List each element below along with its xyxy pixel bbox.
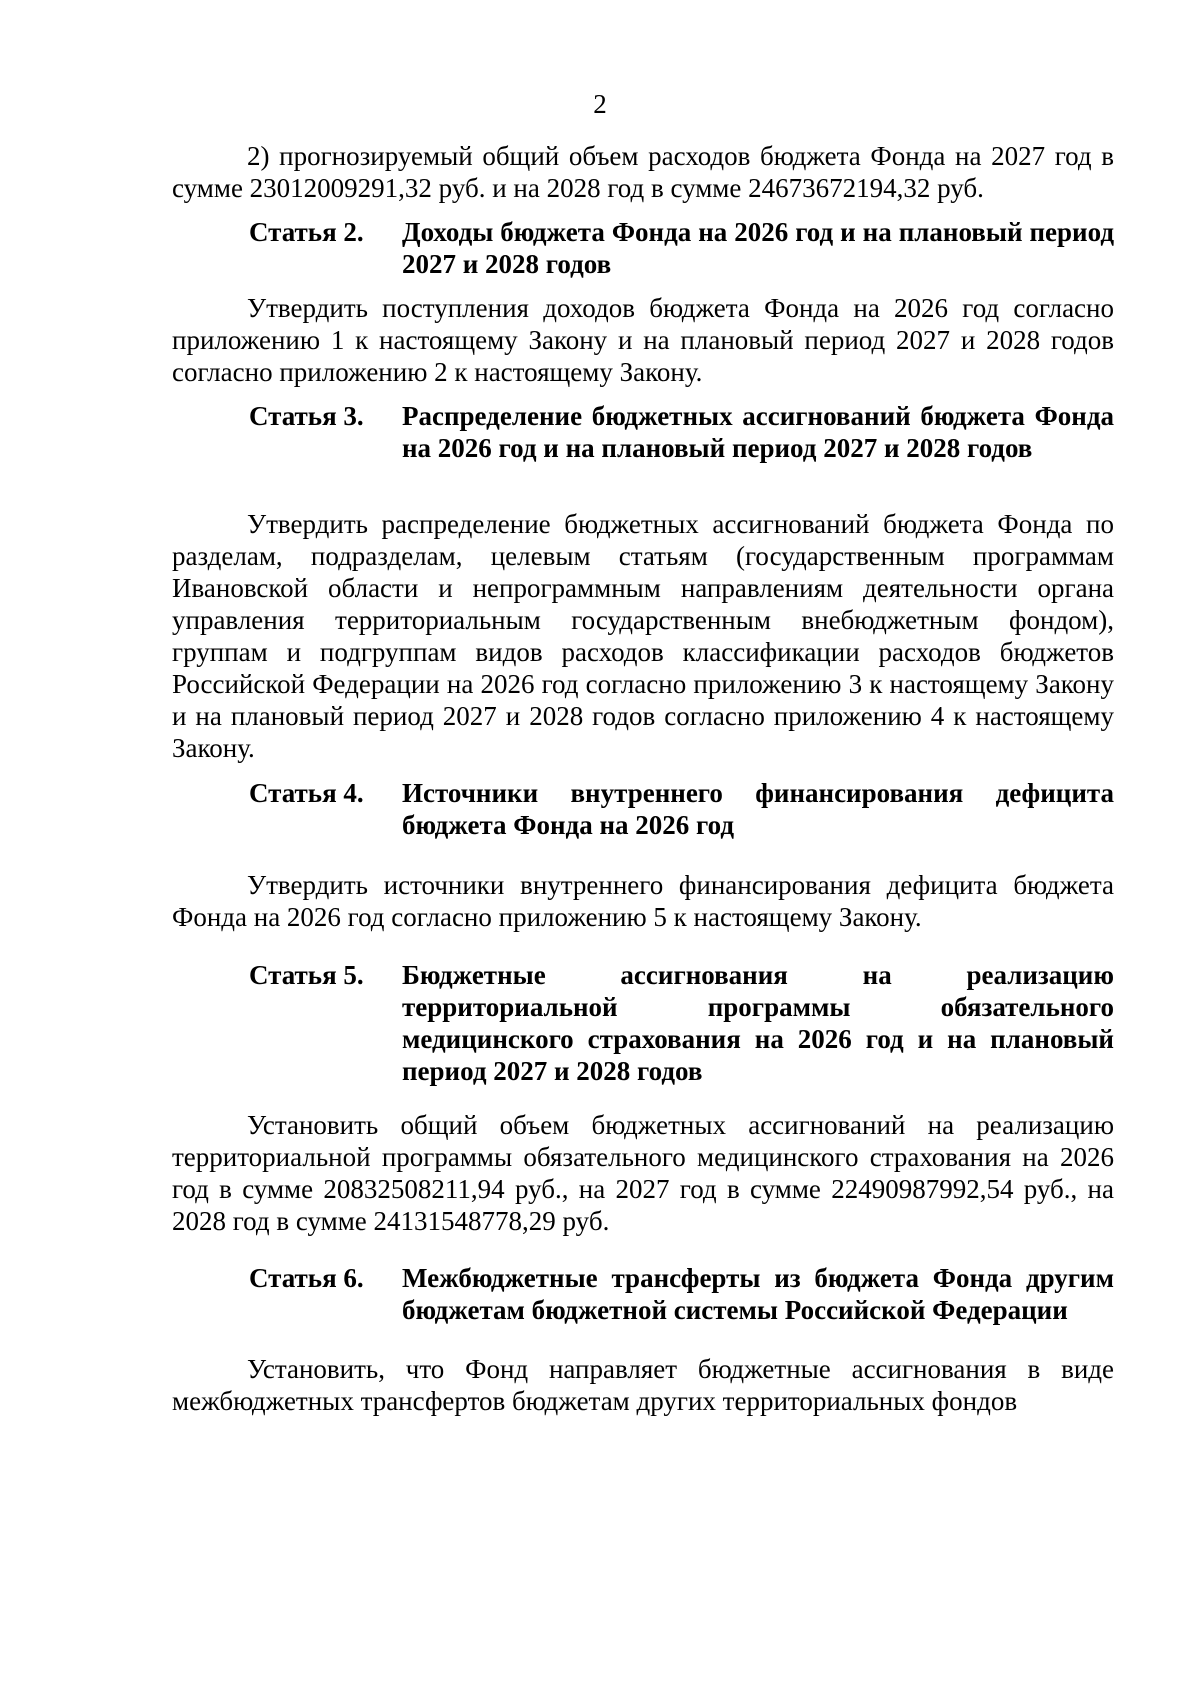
- article-3-heading: [249, 400, 1114, 464]
- paragraph-article-5: Установить общий объем бюджетных ассигнований на реализацию территориальной программы обязательного медицинского страхования на 2026 год в сумме 20832508211,94 руб., на 2027 год в сумме 22490987992,54 руб., на 2028 год в сумме 24131548778,29 руб.: [172, 1110, 1114, 1236]
- article-2-number: Статья 2.: [249, 217, 364, 247]
- paragraph-article-2: Утвердить поступления доходов бюджета Фонда на 2026 год согласно приложению 1 к настоящему Закону и на плановый период 2027 и 2028 годов согласно приложению 2 к настоящему Закону.: [172, 293, 1114, 387]
- article-4-number: Статья 4.: [249, 778, 364, 808]
- article-4-heading: [249, 777, 1114, 841]
- article-6-title: Межбюджетные трансферты из бюджета Фонда другим бюджетам бюджетной системы Российской Федерации: [402, 1263, 1114, 1325]
- article-2-title: Доходы бюджета Фонда на 2026 год и на плановый период 2027 и 2028 годов: [402, 217, 1114, 279]
- article-4-title: Источники внутреннего финансирования дефицита бюджета Фонда на 2026 год: [402, 778, 1114, 840]
- article-3-title: Распределение бюджетных ассигнований бюджета Фонда на 2026 год и на плановый период 2027 и 2028 годов: [402, 401, 1114, 463]
- article-2-heading: [249, 216, 1114, 280]
- page-number: 2: [593, 89, 607, 119]
- paragraph-article-3: Утвердить распределение бюджетных ассигнований бюджета Фонда по разделам, подразделам, целевым статьям (государственным программам Ивановской области и непрограммным направлениям деятельности органа управления территориальным государственным внебюджетным фондом), группам и подгруппам видов расходов классификации расходов бюджетов Российской Федерации на 2026 год согласно приложению 3 к настоящему Закону и на плановый период 2027 и 2028 годов согласно приложению 4 к настоящему Закону.: [172, 509, 1114, 763]
- article-5-heading: [249, 959, 1114, 1087]
- paragraph-article-4: Утвердить источники внутреннего финансирования дефицита бюджета Фонда на 2026 год согласно приложению 5 к настоящему Закону.: [172, 870, 1114, 932]
- article-3-number: Статья 3.: [249, 401, 364, 431]
- article-6-number: Статья 6.: [249, 1263, 364, 1293]
- article-5-title: Бюджетные ассигнования на реализацию территориальной программы обязательного медицинского страхования на 2026 год и на плановый период 2027 и 2028 годов: [402, 960, 1114, 1086]
- paragraph-article-6: Установить, что Фонд направляет бюджетные ассигнования в виде межбюджетных трансфертов бюджетам других территориальных фондов: [172, 1354, 1114, 1416]
- article-5-number: Статья 5.: [249, 960, 364, 990]
- paragraph-expenses-forecast: 2) прогнозируемый общий объем расходов бюджета Фонда на 2027 год в сумме 23012009291,32 руб. и на 2028 год в сумме 24673672194,32 руб.: [172, 141, 1114, 203]
- article-6-heading: [249, 1262, 1114, 1326]
